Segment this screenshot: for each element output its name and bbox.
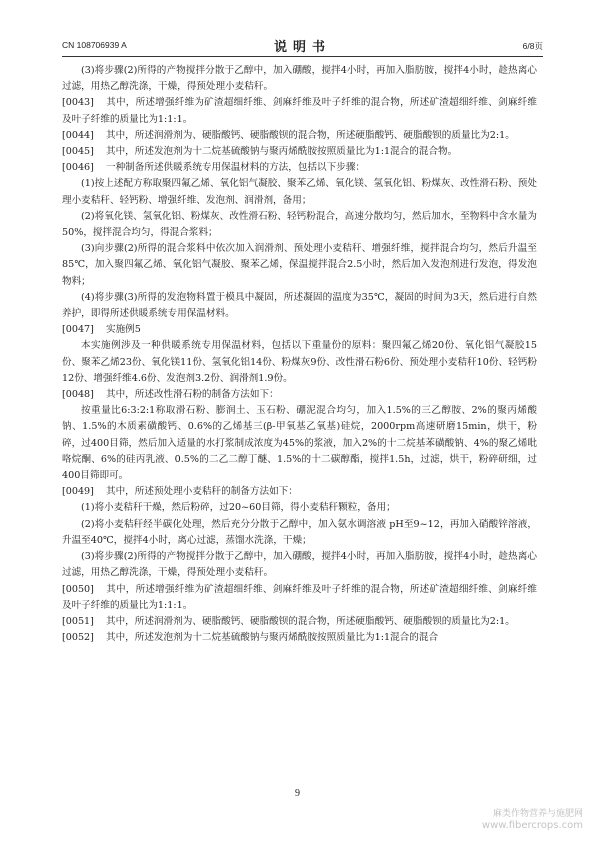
paragraph-text: (1)将小麦秸秆干燥，然后粉碎，过20~60目筛，得小麦秸秆颗粒，备用； — [81, 502, 396, 514]
document-body — [62, 63, 537, 646]
paragraph — [62, 630, 537, 646]
paragraph-text: (4)将步骤(3)所得的发泡物料置于模具中凝固，所述凝固的温度为35℃，凝固的时间为3天，然后进行自然养护，即得所述供暖系统专用保温材料。 — [62, 291, 537, 320]
paragraph-number: [0043] — [62, 97, 94, 109]
paragraph — [62, 95, 537, 127]
paragraph-text: 一种制备所述供暖系统专用保温材料的方法，包括以下步骤： — [106, 162, 366, 174]
paragraph-text: (2)将小麦秸秆经半碳化处理，然后充分分散于乙醇中，加入氨水调溶液 pH至9~12，再加入硝酸锌溶液，升温至40℃，搅拌4小时，离心过滤，蒸馏水洗涤，干燥； — [62, 518, 537, 546]
paragraph — [62, 387, 537, 403]
paragraph — [62, 144, 537, 160]
watermark-title: 麻类作物营养与施肥网 — [492, 809, 583, 819]
paragraph — [62, 322, 537, 338]
paragraph — [62, 500, 537, 516]
paragraph — [62, 160, 537, 176]
paragraph-text: 其中，所述预处理小麦秸秆的制备方法如下： — [106, 486, 298, 498]
paragraph — [62, 484, 537, 500]
paragraph — [62, 209, 537, 241]
paragraph-text: (2)将氧化镁、氢氧化铝、粉煤灰、改性滑石粉、轻钙粉混合，高速分散均匀，然后加水，至物料中含水量为50%，搅拌混合均匀，得混合浆料； — [62, 210, 537, 239]
paragraph — [62, 517, 537, 549]
paragraph — [62, 403, 537, 484]
watermark — [482, 808, 583, 832]
paragraph — [62, 63, 537, 95]
paragraph-number: [0045] — [62, 146, 94, 158]
paragraph-number: [0052] — [62, 632, 94, 644]
paragraph-number: [0047] — [62, 324, 94, 336]
paragraph-text: (3)将步骤(2)所得的产物搅拌分散于乙醇中，加入硼酸，搅拌4小时，再加入脂肪胺，搅拌4小时，趁热离心过滤，用热乙醇洗涤，干燥，得预处理小麦秸秆。 — [62, 65, 537, 93]
paragraph-number: [0050] — [62, 583, 94, 595]
paragraph-number: [0048] — [62, 389, 94, 401]
paragraph-number: [0044] — [62, 129, 94, 141]
paragraph-text: 本实施例涉及一种供暖系统专用保温材料，包括以下重量份的原料：聚四氟乙烯20份、氧化铝气凝胶15份、聚苯乙烯23份、氧化镁11份、氢氧化铝14份、粉煤灰9份、改性滑石粉6份、预处理小麦秸秆10份、轻钙粉12份、增强纤维4.6份、发泡剂3.2份、润滑剂1.9份。 — [62, 340, 537, 384]
paragraph-text: 其中，所述发泡剂为十二烷基硫酸钠与聚丙烯酰胺按照质量比为1:1混合的混合 — [106, 632, 439, 644]
paragraph-number: [0046] — [62, 162, 94, 174]
paragraph — [62, 582, 537, 614]
paragraph — [62, 549, 537, 581]
paragraph — [62, 128, 537, 144]
page-indicator: 6/8页 — [522, 41, 543, 51]
paragraph-number: [0051] — [62, 615, 94, 627]
paragraph-text: 其中，所述润滑剂为、硬脂酸钙、硬脂酸钡的混合物，所述硬脂酸钙、硬脂酸钡的质量比为2:1。 — [106, 129, 515, 141]
paragraph-text: (3)向步骤(2)所得的混合浆料中依次加入润滑剂、预处理小麦秸秆、增强纤维，搅拌混合均匀，然后升温至85℃，加入聚四氟乙烯、氧化铝气凝胶、聚苯乙烯，保温搅拌混合2.5小时，然后加入发泡剂进行发泡，得发泡物料； — [62, 243, 537, 287]
watermark-url: www.fibercrops.com — [481, 820, 583, 831]
page-header — [62, 38, 543, 57]
paragraph-text: 其中，所述增强纤维为矿渣超细纤维、剑麻纤维及叶子纤维的混合物，所述矿渣超细纤维、剑麻纤维及叶子纤维的质量比为1:1:1。 — [62, 583, 537, 611]
page-number: 9 — [295, 788, 300, 799]
section-title: 说明书 — [273, 40, 331, 55]
paragraph — [62, 338, 537, 387]
paragraph-text: 其中，所述润滑剂为、硬脂酸钙、硬脂酸钡的混合物，所述硬脂酸钙、硬脂酸钡的质量比为2:1。 — [106, 615, 515, 627]
paragraph — [62, 290, 537, 322]
paragraph-text: 其中，所述增强纤维为矿渣超细纤维、剑麻纤维及叶子纤维的混合物，所述矿渣超细纤维、剑麻纤维及叶子纤维的质量比为1:1:1。 — [62, 97, 537, 125]
patent-number: CN 108706939 A — [62, 40, 127, 50]
paragraph-text: (3)将步骤(2)所得的产物搅拌分散于乙醇中，加入硼酸，搅拌4小时，再加入脂肪胺，搅拌4小时，趁热离心过滤，用热乙醇洗涤，干燥，得预处理小麦秸秆。 — [62, 551, 537, 579]
paragraph-text: (1)按上述配方称取聚四氟乙烯、氧化铝气凝胶、聚苯乙烯、氧化镁、氢氧化铝、粉煤灰、改性滑石粉、预处理小麦秸秆、轻钙粉、增强纤维、发泡剂、润滑剂，备用； — [62, 178, 537, 206]
paragraph-number: [0049] — [62, 486, 94, 498]
paragraph — [62, 176, 537, 208]
paragraph — [62, 614, 537, 630]
paragraph-text: 其中，所述改性滑石粉的制备方法如下： — [106, 389, 279, 401]
paragraph-text: 实施例5 — [106, 324, 141, 336]
paragraph-text: 其中，所述发泡剂为十二烷基硫酸钠与聚丙烯酰胺按照质量比为1:1混合的混合物。 — [106, 146, 458, 158]
paragraph-text: 按重量比6:3:2:1称取滑石粉、膨润土、玉石粉、硼泥混合均匀，加入1.5%的三乙醇胺、2%的聚丙烯酸钠、1.5%的木质素磺酸钙、0.6%的乙烯基三(β-甲氧基乙氧基)硅烷，2000rpm高速研磨15min，烘干，粉碎，过400目筛，然后加入适量的水打浆制成浓度为45%的浆液，加入2%的十二烷基苯磺酸钠、4%的聚乙烯吡咯烷酮、6%的硅丙乳液、0.5%的二乙二醇丁醚、1.5%的十二碳醇酯，搅拌1.5h，过滤，烘干，粉碎研细，过400目筛即可。 — [62, 405, 537, 482]
paragraph — [62, 241, 537, 290]
